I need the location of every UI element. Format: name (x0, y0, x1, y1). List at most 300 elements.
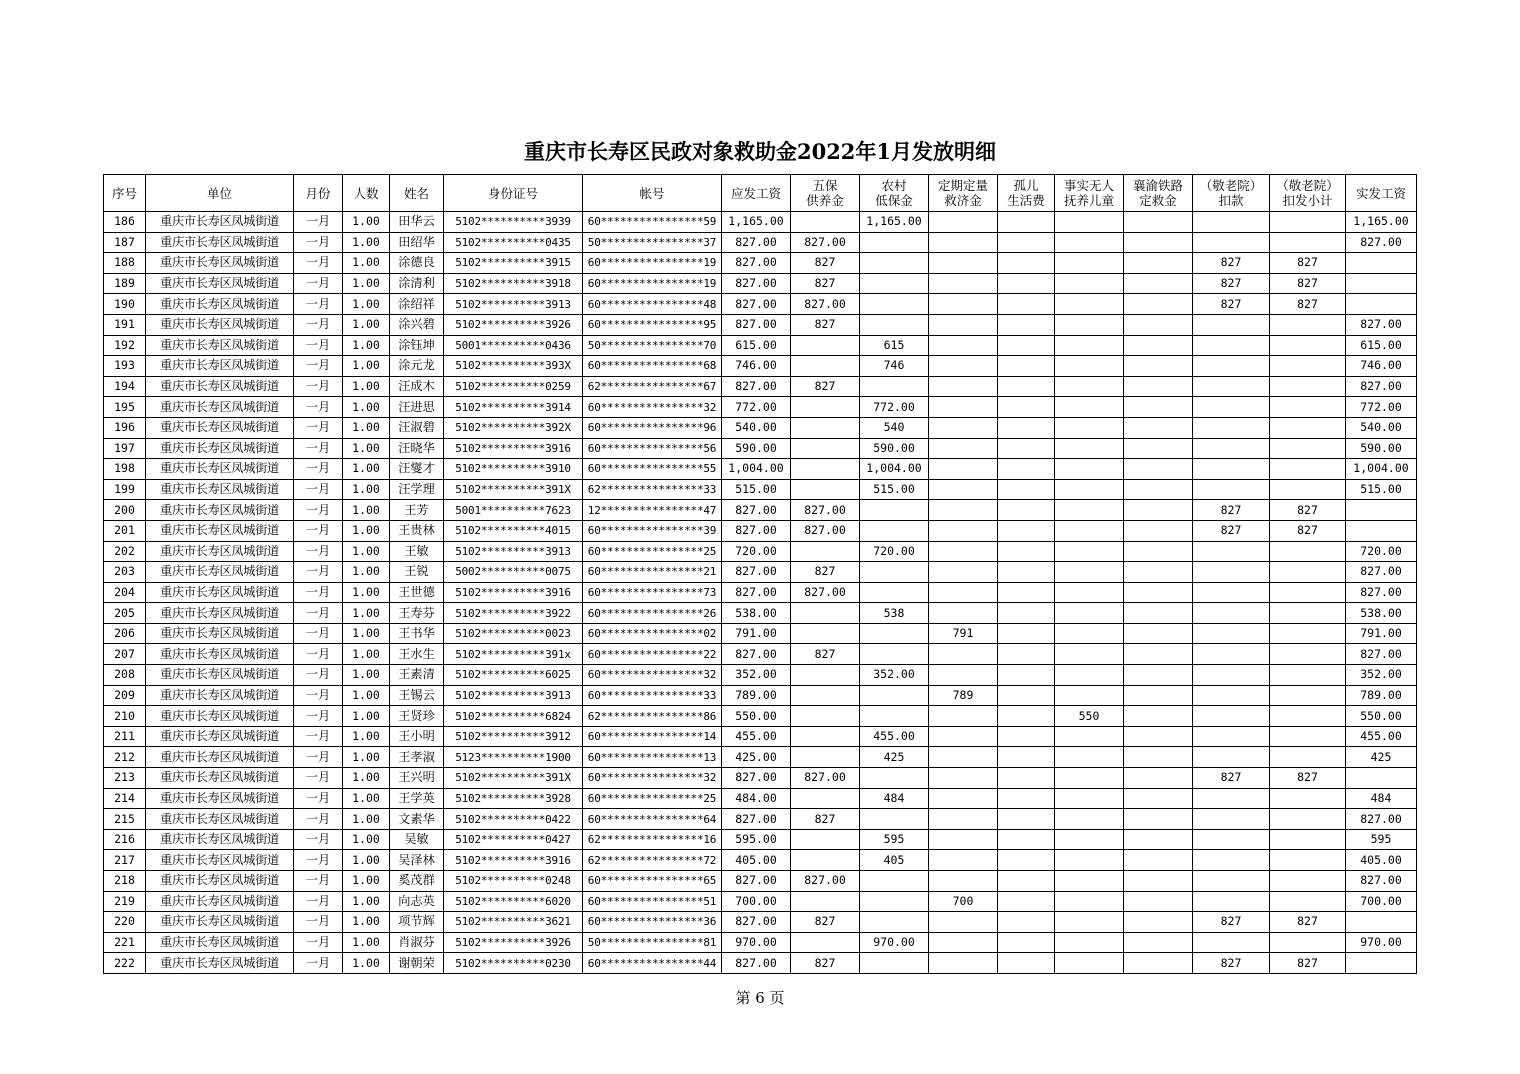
table-cell: 405 (860, 850, 929, 871)
table-cell (998, 294, 1055, 315)
table-cell: 60****************51 (583, 891, 722, 912)
table-cell: 涂清利 (390, 273, 444, 294)
table-row (104, 314, 1417, 335)
table-cell (1124, 376, 1193, 397)
table-cell: 5102**********3926 (444, 932, 583, 953)
table-cell: 王水生 (390, 644, 444, 665)
table-cell: 5001**********7623 (444, 500, 583, 521)
table-cell (860, 685, 929, 706)
table-cell (1124, 479, 1193, 500)
table-cell (1270, 747, 1346, 768)
table-cell (929, 314, 998, 335)
table-cell: 一月 (294, 582, 343, 603)
table-cell: 206 (104, 623, 146, 644)
table-cell (1193, 212, 1270, 233)
table-cell: 200 (104, 500, 146, 521)
table-cell: 827.00 (1346, 232, 1417, 253)
table-cell (1055, 912, 1124, 933)
table-cell: 791.00 (1346, 623, 1417, 644)
table-cell: 重庆市长寿区凤城街道 (146, 768, 294, 789)
table-cell (1270, 685, 1346, 706)
table-cell (929, 438, 998, 459)
table-cell (1124, 891, 1193, 912)
table-cell (1124, 871, 1193, 892)
table-cell (1193, 314, 1270, 335)
table-cell (860, 623, 929, 644)
column-header: 序号 (104, 175, 146, 212)
table-cell: 1.00 (343, 912, 390, 933)
table-cell: 一月 (294, 623, 343, 644)
table-cell: 207 (104, 644, 146, 665)
document-title: 重庆市长寿区民政对象救助金2022年1月发放明细 (523, 139, 997, 164)
table-cell: 217 (104, 850, 146, 871)
table-cell: 吴泽林 (390, 850, 444, 871)
table-cell: 5102**********3928 (444, 788, 583, 809)
table-cell (929, 768, 998, 789)
table-cell (998, 644, 1055, 665)
table-cell: 田华云 (390, 212, 444, 233)
table-cell (998, 397, 1055, 418)
table-cell (929, 871, 998, 892)
table-cell (1055, 479, 1124, 500)
table-cell (1346, 768, 1417, 789)
table-cell: 汪晓华 (390, 438, 444, 459)
table-cell: 538.00 (1346, 603, 1417, 624)
table-cell: 重庆市长寿区凤城街道 (146, 912, 294, 933)
table-cell (929, 253, 998, 274)
table-cell: 827.00 (722, 376, 791, 397)
table-cell: 789 (929, 685, 998, 706)
table-cell: 5102**********6020 (444, 891, 583, 912)
table-cell: 1.00 (343, 850, 390, 871)
table-cell: 1.00 (343, 891, 390, 912)
table-cell (998, 953, 1055, 974)
table-cell: 789.00 (1346, 685, 1417, 706)
table-cell (1193, 582, 1270, 603)
table-cell (791, 541, 860, 562)
table-cell: 王学英 (390, 788, 444, 809)
table-cell (1055, 871, 1124, 892)
table-cell (929, 500, 998, 521)
table-cell: 1.00 (343, 932, 390, 953)
table-cell: 827.00 (722, 232, 791, 253)
table-cell: 一月 (294, 932, 343, 953)
table-cell: 197 (104, 438, 146, 459)
table-cell: 5102**********3916 (444, 582, 583, 603)
table-cell: 700.00 (1346, 891, 1417, 912)
table-cell (1124, 706, 1193, 727)
table-cell: 重庆市长寿区凤城街道 (146, 335, 294, 356)
table-cell (1055, 850, 1124, 871)
table-cell (998, 438, 1055, 459)
table-cell: 50****************81 (583, 932, 722, 953)
table-cell (1124, 438, 1193, 459)
table-cell: 一月 (294, 417, 343, 438)
table-cell (1124, 623, 1193, 644)
table-cell (791, 417, 860, 438)
table-cell: 5102**********4015 (444, 520, 583, 541)
table-cell: 1.00 (343, 294, 390, 315)
table-cell (1055, 726, 1124, 747)
table-cell: 重庆市长寿区凤城街道 (146, 438, 294, 459)
table-cell (1193, 356, 1270, 377)
table-cell: 827 (1193, 520, 1270, 541)
table-cell: 60****************59 (583, 212, 722, 233)
table-cell (998, 459, 1055, 480)
table-cell (929, 829, 998, 850)
table-cell: 1.00 (343, 953, 390, 974)
table-row (104, 706, 1417, 727)
table-cell: 538 (860, 603, 929, 624)
table-cell: 汪淑碧 (390, 417, 444, 438)
table-cell (1270, 788, 1346, 809)
table-cell: 5102**********0230 (444, 953, 583, 974)
table-cell: 595.00 (722, 829, 791, 850)
table-cell (1055, 768, 1124, 789)
table-row (104, 479, 1417, 500)
table-cell (929, 603, 998, 624)
table-cell (1124, 788, 1193, 809)
table-cell: 1.00 (343, 541, 390, 562)
table-cell (1193, 644, 1270, 665)
table-cell: 352.00 (860, 665, 929, 686)
table-cell (1124, 953, 1193, 974)
table-row (104, 356, 1417, 377)
table-cell: 1.00 (343, 520, 390, 541)
table-cell: 204 (104, 582, 146, 603)
table-cell: 重庆市长寿区凤城街道 (146, 747, 294, 768)
table-cell: 211 (104, 726, 146, 747)
table-cell (860, 294, 929, 315)
table-cell: 772.00 (860, 397, 929, 418)
table-cell: 772.00 (1346, 397, 1417, 418)
table-cell (791, 438, 860, 459)
table-cell: 205 (104, 603, 146, 624)
table-cell: 肖淑芬 (390, 932, 444, 953)
table-cell: 1.00 (343, 871, 390, 892)
table-cell: 590.00 (1346, 438, 1417, 459)
table-cell (1193, 438, 1270, 459)
table-cell (929, 953, 998, 974)
table-cell (1124, 582, 1193, 603)
table-cell (929, 706, 998, 727)
table-cell (1193, 479, 1270, 500)
table-cell: 60****************32 (583, 397, 722, 418)
table-cell: 5102**********3918 (444, 273, 583, 294)
table-cell: 重庆市长寿区凤城街道 (146, 871, 294, 892)
table-cell: 一月 (294, 685, 343, 706)
table-cell: 5102**********0427 (444, 829, 583, 850)
table-cell (791, 623, 860, 644)
table-cell (1055, 953, 1124, 974)
table-cell: 王书华 (390, 623, 444, 644)
table-cell: 1.00 (343, 212, 390, 233)
table-cell: 827 (1270, 294, 1346, 315)
table-cell (1193, 459, 1270, 480)
table-cell: 791.00 (722, 623, 791, 644)
table-cell: 970.00 (1346, 932, 1417, 953)
table-cell: 重庆市长寿区凤城街道 (146, 520, 294, 541)
table-cell (1193, 809, 1270, 830)
table-cell: 220 (104, 912, 146, 933)
table-cell (1124, 685, 1193, 706)
table-cell: 涂绍祥 (390, 294, 444, 315)
table-cell (1124, 459, 1193, 480)
table-cell: 60****************56 (583, 438, 722, 459)
table-cell (860, 953, 929, 974)
table-cell: 62****************72 (583, 850, 722, 871)
table-cell: 田绍华 (390, 232, 444, 253)
table-cell (791, 829, 860, 850)
table-cell: 515.00 (860, 479, 929, 500)
table-cell: 1.00 (343, 500, 390, 521)
table-cell: 827 (1193, 953, 1270, 974)
table-cell: 550.00 (722, 706, 791, 727)
table-row (104, 603, 1417, 624)
table-cell (998, 850, 1055, 871)
table-cell: 827.00 (722, 644, 791, 665)
column-header: 定期定量 救济金 (929, 175, 998, 212)
table-cell: 一月 (294, 541, 343, 562)
table-cell: 219 (104, 891, 146, 912)
table-cell: 重庆市长寿区凤城街道 (146, 582, 294, 603)
table-cell: 1.00 (343, 644, 390, 665)
table-cell: 5102**********0422 (444, 809, 583, 830)
table-cell: 重庆市长寿区凤城街道 (146, 665, 294, 686)
table-cell (929, 809, 998, 830)
table-cell (1193, 706, 1270, 727)
table-cell (1055, 829, 1124, 850)
column-header: 农村 低保金 (860, 175, 929, 212)
table-cell (1270, 397, 1346, 418)
table-cell: 一月 (294, 356, 343, 377)
table-cell: 涂元龙 (390, 356, 444, 377)
table-cell: 涂兴碧 (390, 314, 444, 335)
column-header: 孤儿 生活费 (998, 175, 1055, 212)
table-cell: 60****************14 (583, 726, 722, 747)
table-cell: 重庆市长寿区凤城街道 (146, 541, 294, 562)
column-header: 事实无人 抚养儿童 (1055, 175, 1124, 212)
table-cell: 一月 (294, 500, 343, 521)
table-cell: 5102**********3913 (444, 541, 583, 562)
table-cell: 重庆市长寿区凤城街道 (146, 726, 294, 747)
table-cell: 772.00 (722, 397, 791, 418)
table-cell (998, 932, 1055, 953)
table-cell: 王小明 (390, 726, 444, 747)
table-row (104, 891, 1417, 912)
table-cell: 700.00 (722, 891, 791, 912)
table-cell: 一月 (294, 809, 343, 830)
table-cell: 汪进思 (390, 397, 444, 418)
table-cell (998, 768, 1055, 789)
table-cell (929, 912, 998, 933)
table-cell (998, 891, 1055, 912)
table-cell (860, 644, 929, 665)
table-cell: 425 (1346, 747, 1417, 768)
table-cell (1346, 520, 1417, 541)
table-cell (1055, 932, 1124, 953)
table-cell: 615.00 (1346, 335, 1417, 356)
table-cell: 5102**********391X (444, 479, 583, 500)
table-row (104, 623, 1417, 644)
table-cell (998, 685, 1055, 706)
column-header: 单位 (146, 175, 294, 212)
table-cell: 746 (860, 356, 929, 377)
table-cell: 重庆市长寿区凤城街道 (146, 788, 294, 809)
table-row (104, 459, 1417, 480)
table-cell: 1.00 (343, 479, 390, 500)
table-cell: 590.00 (860, 438, 929, 459)
table-cell (998, 335, 1055, 356)
table-cell (929, 541, 998, 562)
table-cell: 193 (104, 356, 146, 377)
table-cell: 827 (1270, 500, 1346, 521)
table-row (104, 850, 1417, 871)
table-cell: 827.00 (722, 314, 791, 335)
table-cell: 60****************48 (583, 294, 722, 315)
table-cell (860, 562, 929, 583)
table-cell: 970.00 (722, 932, 791, 953)
table-cell: 827.00 (1346, 582, 1417, 603)
table-cell (1124, 520, 1193, 541)
table-cell: 209 (104, 685, 146, 706)
table-cell: 187 (104, 232, 146, 253)
table-cell: 5102**********3915 (444, 253, 583, 274)
table-cell: 540.00 (1346, 417, 1417, 438)
table-cell: 王贤珍 (390, 706, 444, 727)
table-cell: 789.00 (722, 685, 791, 706)
table-cell (1055, 665, 1124, 686)
table-cell: 210 (104, 706, 146, 727)
table-body (104, 212, 1417, 974)
table-cell (1055, 788, 1124, 809)
table-row (104, 685, 1417, 706)
table-cell: 827 (1270, 912, 1346, 933)
table-cell (1124, 912, 1193, 933)
table-cell: 1.00 (343, 582, 390, 603)
table-cell: 827.00 (1346, 644, 1417, 665)
table-cell (1055, 253, 1124, 274)
table-cell (998, 232, 1055, 253)
table-cell (998, 500, 1055, 521)
table-cell (1346, 953, 1417, 974)
table-row (104, 376, 1417, 397)
table-row (104, 665, 1417, 686)
table-cell (929, 520, 998, 541)
table-cell (1055, 397, 1124, 418)
table-cell: 一月 (294, 706, 343, 727)
table-cell: 重庆市长寿区凤城街道 (146, 685, 294, 706)
table-cell (1124, 253, 1193, 274)
table-cell (1346, 253, 1417, 274)
table-cell: 827.00 (722, 253, 791, 274)
table-cell: 1.00 (343, 376, 390, 397)
table-cell: 重庆市长寿区凤城街道 (146, 294, 294, 315)
table-cell: 1.00 (343, 438, 390, 459)
table-cell (1346, 294, 1417, 315)
table-cell: 60****************32 (583, 768, 722, 789)
table-cell: 汪学理 (390, 479, 444, 500)
table-cell: 827 (1193, 912, 1270, 933)
table-cell: 5102**********6824 (444, 706, 583, 727)
table-cell: 1.00 (343, 335, 390, 356)
table-row (104, 232, 1417, 253)
table-cell (860, 809, 929, 830)
table-cell: 720.00 (722, 541, 791, 562)
table-cell: 重庆市长寿区凤城街道 (146, 417, 294, 438)
table-cell (1055, 562, 1124, 583)
table-cell (1124, 541, 1193, 562)
table-cell: 827 (1193, 500, 1270, 521)
table-header (104, 175, 1417, 212)
table-cell: 827.00 (722, 809, 791, 830)
table-cell: 1,004.00 (860, 459, 929, 480)
table-cell: 项节辉 (390, 912, 444, 933)
table-cell: 484 (860, 788, 929, 809)
table-cell: 王素清 (390, 665, 444, 686)
table-cell (998, 314, 1055, 335)
table-cell: 62****************67 (583, 376, 722, 397)
table-cell (998, 871, 1055, 892)
table-cell: 1.00 (343, 356, 390, 377)
table-cell: 5102**********0248 (444, 871, 583, 892)
table-cell: 515.00 (722, 479, 791, 500)
table-cell (929, 397, 998, 418)
table-cell (1124, 335, 1193, 356)
table-cell: 208 (104, 665, 146, 686)
table-cell: 60****************96 (583, 417, 722, 438)
table-cell: 1.00 (343, 232, 390, 253)
table-cell: 一月 (294, 726, 343, 747)
table-cell: 827 (791, 809, 860, 830)
table-cell: 827.00 (1346, 871, 1417, 892)
table-cell: 60****************73 (583, 582, 722, 603)
table-cell: 王孝淑 (390, 747, 444, 768)
table-cell: 827 (1270, 953, 1346, 974)
table-cell: 1.00 (343, 768, 390, 789)
table-cell (998, 376, 1055, 397)
table-cell: 827 (1270, 273, 1346, 294)
table-cell: 405.00 (1346, 850, 1417, 871)
table-cell: 827.00 (1346, 562, 1417, 583)
table-cell (1124, 665, 1193, 686)
table-cell (929, 376, 998, 397)
table-cell (1346, 273, 1417, 294)
table-cell: 827 (791, 253, 860, 274)
table-cell: 186 (104, 212, 146, 233)
table-cell: 746.00 (1346, 356, 1417, 377)
table-cell: 827.00 (1346, 376, 1417, 397)
table-cell: 重庆市长寿区凤城街道 (146, 376, 294, 397)
table-cell: 215 (104, 809, 146, 830)
table-cell: 重庆市长寿区凤城街道 (146, 253, 294, 274)
table-cell (998, 809, 1055, 830)
table-cell: 515.00 (1346, 479, 1417, 500)
table-cell: 827 (791, 273, 860, 294)
table-cell: 60****************19 (583, 253, 722, 274)
table-cell: 5102**********3913 (444, 294, 583, 315)
column-header: （敬老院） 扣发小计 (1270, 175, 1346, 212)
table-cell: 一月 (294, 520, 343, 541)
table-cell: 791 (929, 623, 998, 644)
table-cell (1124, 768, 1193, 789)
table-cell: 218 (104, 871, 146, 892)
table-cell: 827.00 (791, 520, 860, 541)
table-cell: 425 (860, 747, 929, 768)
table-cell (1270, 376, 1346, 397)
table-cell: 一月 (294, 562, 343, 583)
table-cell: 一月 (294, 665, 343, 686)
